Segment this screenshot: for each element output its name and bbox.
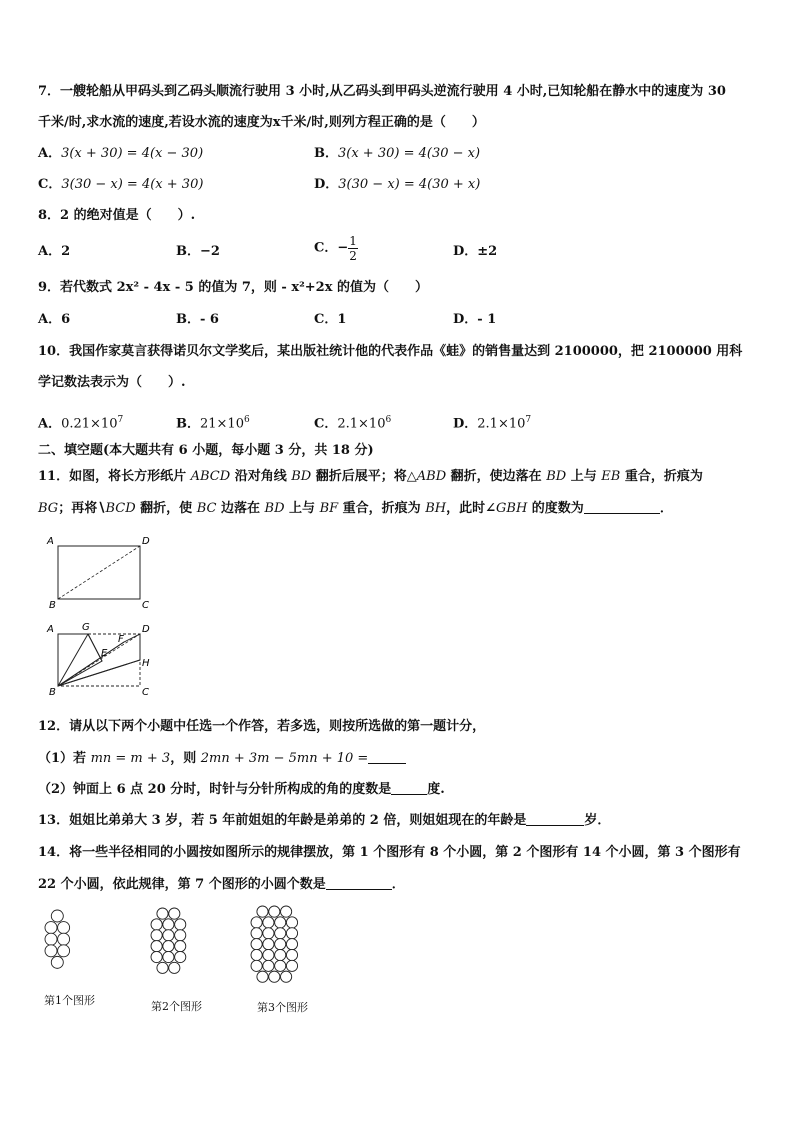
small-circle xyxy=(163,930,174,941)
q14-figure-3 xyxy=(250,905,310,991)
small-circle xyxy=(175,930,186,941)
q8-option-d: D．±2 xyxy=(453,244,498,259)
q11-line2: BG；再将∖BCD 翻折，使 BC 边落在 BD 上与 BF 重合，折痕为 BH，此时∠GBH 的度数为 ． xyxy=(38,501,673,516)
small-circle xyxy=(151,930,162,941)
q9-option-a: A．6 xyxy=(38,312,71,327)
q10-option-b: B．$21\times 10^6$ xyxy=(176,415,250,432)
small-circle xyxy=(263,960,274,971)
label-d: D xyxy=(142,624,150,635)
label-a: A xyxy=(47,624,54,635)
q11-answer-blank[interactable] xyxy=(584,499,660,514)
q12-sub1-blank[interactable] xyxy=(368,749,406,764)
small-circle xyxy=(275,960,286,971)
small-circle xyxy=(45,933,57,945)
small-circle xyxy=(163,941,174,952)
label-h: H xyxy=(142,658,150,669)
q12-stem: 12．请从以下两个小题中任选一个作答，若多选，则按所选做的第一题计分， xyxy=(38,719,486,734)
small-circle xyxy=(286,939,297,950)
small-circle xyxy=(286,917,297,928)
small-circle xyxy=(286,928,297,939)
section-title: 二、填空题(本大题共有 6 小题，每小题 3 分，共 18 分) xyxy=(38,443,374,458)
small-circle xyxy=(58,933,70,945)
q8-stem: 8．2 的绝对值是（ ）. xyxy=(38,208,196,223)
small-circle xyxy=(275,928,286,939)
small-circle xyxy=(175,941,186,952)
small-circle xyxy=(157,908,168,919)
small-circle xyxy=(251,928,262,939)
q14-line1: 14．将一些半径相同的小圆按如图所示的规律摆放，第 1 个图形有 8 个小圆，第 2 个图形有 14 个小圆，第 3 个图形有 xyxy=(38,845,741,860)
q8-option-c: C．− $\frac{1}{2}$ xyxy=(314,234,357,263)
small-circle xyxy=(263,928,274,939)
label-e: E xyxy=(101,648,108,659)
label-b: B xyxy=(49,687,56,698)
small-circle xyxy=(58,922,70,934)
small-circle xyxy=(281,906,292,917)
small-circle xyxy=(175,919,186,930)
q13-answer-blank[interactable] xyxy=(526,811,584,826)
small-circle xyxy=(151,941,162,952)
small-circle xyxy=(275,939,286,950)
label-b: B xyxy=(49,600,56,611)
small-circle xyxy=(51,956,63,968)
q9-option-d: D．- 1 xyxy=(453,312,497,327)
small-circle xyxy=(263,917,274,928)
small-circle xyxy=(257,971,268,982)
q10-line1: 10．我国作家莫言获得诺贝尔文学奖后，某出版社统计他的代表作品《蛙》的销售量达到 2100000，把 2100000 用科 xyxy=(38,344,743,359)
small-circle xyxy=(151,951,162,962)
label-d: D xyxy=(142,536,150,547)
small-circle xyxy=(58,945,70,957)
small-circle xyxy=(169,962,180,973)
small-circle xyxy=(269,971,280,982)
q11-figure-2 xyxy=(38,618,168,698)
small-circle xyxy=(269,906,280,917)
small-circle xyxy=(169,908,180,919)
small-circle xyxy=(45,945,57,957)
small-circle xyxy=(286,960,297,971)
label-c: C xyxy=(142,687,149,698)
q10-option-d: D．$2.1\times 10^7$ xyxy=(453,415,532,432)
small-circle xyxy=(257,906,268,917)
q7-line1: 7．一艘轮船从甲码头到乙码头顺流行驶用 3 小时,从乙码头到甲码头逆流行驶用 4 小时,已知轮船在静水中的速度为 30 xyxy=(38,84,726,99)
q8-option-b: B．−2 xyxy=(176,244,220,259)
small-circle xyxy=(163,951,174,962)
small-circle xyxy=(251,960,262,971)
q9-option-b: B．- 6 xyxy=(176,312,219,327)
small-circle xyxy=(45,922,57,934)
q10-line2: 学记数法表示为（ ）. xyxy=(38,375,186,390)
q13-stem: 13．姐姐比弟弟大 3 岁，若 5 年前姐姐的年龄是弟弟的 2 倍，则姐姐现在的年龄是 岁． xyxy=(38,813,611,828)
small-circle xyxy=(251,939,262,950)
q7-option-a: A．3(x + 30) = 4(x − 30) xyxy=(38,146,204,161)
q9-stem: 9．若代数式 2x² - 4x - 5 的值为 7，则 - x²+2x 的值为（ ） xyxy=(38,280,429,295)
q14-caption-2: 第2个图形 xyxy=(151,1000,202,1013)
q7-line2: 千米/时,求水流的速度,若设水流的速度为x千米/时,则列方程正确的是（ ） xyxy=(38,115,485,130)
small-circle xyxy=(275,917,286,928)
small-circle xyxy=(151,919,162,930)
small-circle xyxy=(263,939,274,950)
q9-option-c: C．1 xyxy=(314,312,347,327)
small-circle xyxy=(275,949,286,960)
label-a: A xyxy=(47,536,54,547)
q10-option-a: A．$0.21\times 10^7$ xyxy=(38,415,124,432)
segment-eg xyxy=(88,634,102,661)
small-circle xyxy=(175,951,186,962)
q14-caption-1: 第1个图形 xyxy=(44,994,95,1007)
q14-answer-blank[interactable] xyxy=(326,875,392,890)
q7-option-d: D．3(30 − x) = 4(30 + x) xyxy=(314,177,481,192)
small-circle xyxy=(286,949,297,960)
q7-option-c: C．3(30 − x) = 4(x + 30) xyxy=(38,177,204,192)
q14-figure-1 xyxy=(44,909,92,973)
small-circle xyxy=(251,949,262,960)
label-g: G xyxy=(82,622,90,633)
q11-line1: 11．如图，将长方形纸片 ABCD 沿对角线 BD 翻折后展平；将△ABD 翻折，使边落在 BD 上与 EB 重合，折痕为 xyxy=(38,469,703,484)
q12-sub2-blank[interactable] xyxy=(391,780,427,795)
segment-bf xyxy=(58,642,124,686)
q14-figure-2 xyxy=(150,907,200,975)
small-circle xyxy=(157,962,168,973)
small-circle xyxy=(163,919,174,930)
small-circle xyxy=(263,949,274,960)
q10-option-c: C．$2.1\times 10^6$ xyxy=(314,415,392,432)
q12-sub2: （2）钟面上 6 点 20 分时，时针与分针所构成的角的度数是 度. xyxy=(38,782,445,797)
folded-abd xyxy=(58,634,102,686)
label-f: F xyxy=(118,634,124,645)
small-circle xyxy=(51,910,63,922)
q11-figure-1 xyxy=(38,532,168,612)
q14-line2: 22 个小圆，依此规律，第 7 个图形的小圆个数是 ． xyxy=(38,877,405,892)
q7-option-b: B．3(x + 30) = 4(30 − x) xyxy=(314,146,481,161)
q12-sub1: （1）若 mn = m + 3，则 2mn + 3m − 5mn + 10 = xyxy=(38,749,406,768)
q14-caption-3: 第3个图形 xyxy=(257,1001,308,1014)
diagonal-bd xyxy=(58,546,140,599)
small-circle xyxy=(281,971,292,982)
small-circle xyxy=(251,917,262,928)
q8-option-a: A．2 xyxy=(38,244,71,259)
label-c: C xyxy=(142,600,149,611)
